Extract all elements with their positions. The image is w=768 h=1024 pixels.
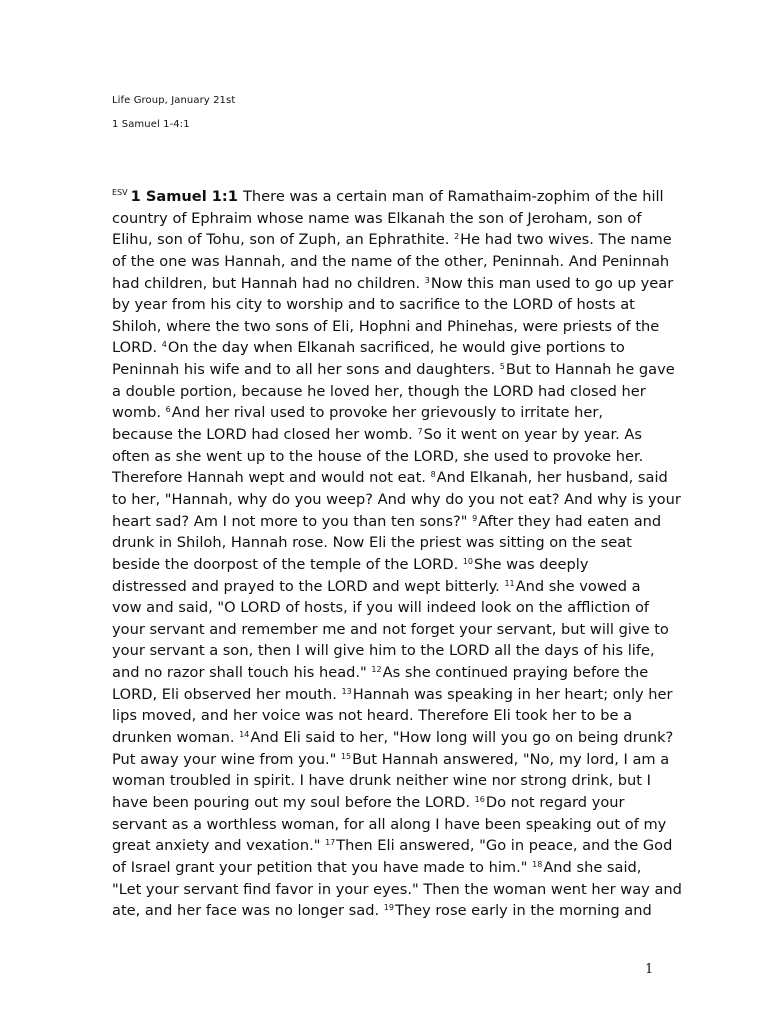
verse-text: And Eli said to her, "How long will you go on being drunk? [250,729,674,747]
verse-text: He had two wives. The name [460,231,672,249]
verse-text: Shiloh, where the two sons of Eli, Hophni and Phinehas, were priests of the [112,317,660,335]
page-number: 1 [645,962,654,977]
verse-text: They rose early in the morning and [394,902,652,920]
verse-number: 16 [474,794,485,804]
verse-reference: 1 Samuel 1:1 [130,188,244,205]
verse-text: After they had eaten and [478,512,662,530]
verse-text: There was a certain man of Ramathaim-zophim of the hill [243,188,664,205]
verse-text: a double portion, because he loved her, though the LORD had closed her [112,382,646,400]
verse-number: 17 [325,838,336,848]
verse-number: 13 [341,686,352,696]
passage-line [112,489,681,511]
verse-text: and no razor shall touch his head." [112,664,372,682]
passage-line [112,749,672,771]
passage-line [112,814,672,836]
passage-line [112,337,672,359]
verse-text: As she continued praying before the [382,664,649,682]
verse-text: LORD, Eli observed her mouth. [112,685,342,703]
verse-text: of the one was Hannah, and the name of the other, Peninnah. And Peninnah [112,252,670,270]
document-title: Life Group, January 21st [112,95,236,106]
passage-line [112,662,672,684]
passage-reference-heading: 1 Samuel 1-4:1 [112,119,190,130]
verse-text: your servant a son, then I will give him to the LORD all the days of his life, [112,642,655,660]
verse-number: 6 [165,405,171,415]
passage-line [112,619,672,641]
verse-text: So it went on year by year. As [423,426,642,444]
passage-line [112,792,672,814]
verse-number: 5 [499,362,505,372]
verse-text: LORD. [112,339,162,357]
verse-number: 11 [504,578,515,588]
passage-line [112,381,672,403]
verse-number: 4 [161,340,167,350]
passage-line [112,424,672,446]
verse-text: And Elkanah, her husband, said [436,469,668,487]
passage-line [112,467,672,489]
translation-label: ESV [112,188,128,197]
verse-text: And she vowed a [515,577,641,595]
verse-number: 8 [430,470,436,480]
verse-text: "Let your servant find favor in your eyes." Then the woman went her way and [112,880,682,898]
verse-text: servant as a worthless woman, for all along I have been speaking out of my [112,815,667,833]
passage-line [112,835,672,857]
verse-text: Now this man used to go up year [430,274,674,292]
passage-line [112,640,672,662]
verse-text: because the LORD had closed her womb. [112,426,418,444]
verse-text: But Hannah answered, "No, my lord, I am a [352,750,670,768]
verse-text: often as she went up to the house of the LORD, she used to provoke her. [112,447,644,465]
verse-number: 9 [472,513,478,523]
verse-text: ate, and her face was no longer sad. [112,902,384,920]
verse-text: drunk in Shiloh, Hannah rose. Now Eli the priest was sitting on the seat [112,534,632,552]
verse-text: Hannah was speaking in her heart; only her [352,685,673,703]
verse-number: 2 [454,232,460,242]
passage-line [112,727,672,749]
passage-line [112,879,682,901]
verse-text: distressed and prayed to the LORD and wept bitterly. [112,577,505,595]
passage-line [112,554,672,576]
scripture-passage [112,186,682,922]
verse-number: 19 [383,903,394,913]
verse-number: 15 [340,751,352,761]
verse-number: 18 [532,859,543,869]
verse-text: drunken woman. [112,729,240,747]
passage-line [112,900,672,922]
verse-number: 14 [239,730,250,740]
passage-line [112,857,672,879]
passage-line [112,770,672,792]
verse-text: Put away your wine from you." [112,750,341,768]
verse-text: by year from his city to worship and to sacrifice to the LORD of hosts at [112,296,635,314]
passage-line [112,705,672,727]
verse-text: Do not regard your [485,793,625,811]
verse-text: Elihu, son of Tohu, son of Zuph, an Ephrathite. [112,231,455,249]
verse-number: 10 [462,556,474,566]
verse-number: 12 [371,665,382,675]
verse-text: Peninnah his wife and to all her sons and daughters. [112,361,500,379]
verse-text: Therefore Hannah wept and would not eat. [112,469,431,487]
passage-line [112,576,672,598]
verse-text: lips moved, and her voice was not heard. Therefore Eli took her to be a [112,707,633,725]
passage-line [112,446,672,468]
passage-line [112,186,672,208]
verse-text: Then Eli answered, "Go in peace, and the God [336,837,673,855]
passage-line [112,511,672,533]
verse-text: womb. [112,404,166,422]
verse-text: But to Hannah he gave [505,361,675,379]
verse-text: vow and said, "O LORD of hosts, if you will indeed look on the affliction of [112,599,650,617]
verse-text: On the day when Elkanah sacrificed, he would give portions to [167,339,625,357]
verse-text: of Israel grant your petition that you have made to him." [112,858,533,876]
verse-text: heart sad? Am I not more to you than ten sons?" [112,512,473,530]
verse-text: woman troubled in spirit. I have drunk neither wine nor strong drink, but I [112,772,651,790]
passage-line [112,402,672,424]
passage-line [112,251,672,273]
passage-line [112,273,672,295]
passage-line [112,359,675,381]
passage-line [112,532,672,554]
passage-line [112,684,672,706]
verse-text: And her rival used to provoke her grievously to irritate her, [171,404,603,422]
verse-text: She was deeply [474,555,589,573]
passage-line [112,229,672,251]
passage-line [112,208,672,230]
verse-number: 3 [424,275,430,285]
verse-text: your servant and remember me and not forget your servant, but will give to [112,620,669,638]
passage-line [112,294,672,316]
verse-text: country of Ephraim whose name was Elkanah the son of Jeroham, son of [112,209,642,227]
passage-line [112,597,672,619]
verse-text: to her, "Hannah, why do you weep? And why do you not eat? And why is your [112,490,681,508]
passage-line [112,316,672,338]
verse-text: beside the doorpost of the temple of the LORD. [112,555,463,573]
verse-text: great anxiety and vexation." [112,837,326,855]
verse-text: had children, but Hannah had no children. [112,274,425,292]
verse-text: have been pouring out my soul before the LORD. [112,793,475,811]
verse-number: 7 [417,427,423,437]
verse-text: And she said, [543,858,642,876]
